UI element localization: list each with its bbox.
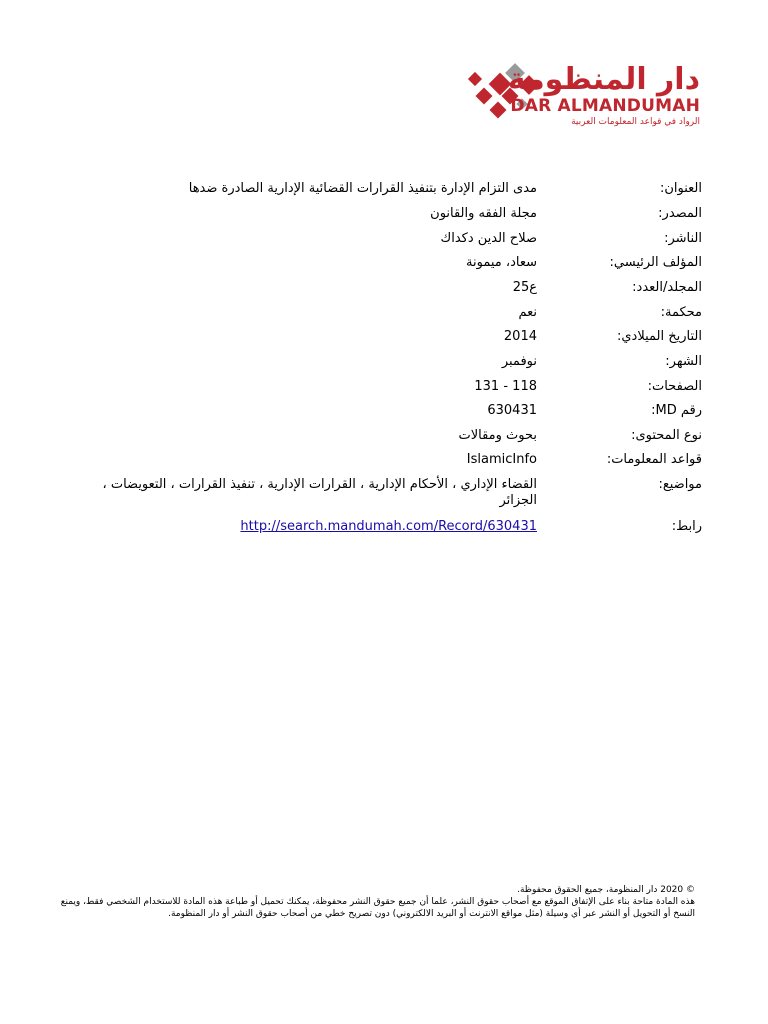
record-label: الصفحات:	[647, 379, 702, 394]
copyright-footer	[52, 884, 695, 920]
record-label: الشهر:	[665, 354, 702, 369]
record-label: رابط:	[671, 519, 702, 534]
record-link[interactable]: http://search.mandumah.com/Record/630431	[240, 519, 537, 534]
record-label: الناشر:	[664, 231, 702, 246]
record-label: قواعد المعلومات:	[606, 452, 702, 467]
record-value: 2014	[503, 329, 537, 344]
record-value: ع25	[512, 280, 537, 295]
record-value: سعاد، ميمونة	[466, 255, 537, 270]
copyright-line: © 2020 دار المنظومة، جميع الحقوق محفوظة.	[517, 885, 695, 895]
record-label: مواضيع:	[658, 477, 702, 492]
record-label: المصدر:	[658, 206, 702, 221]
record-label: نوع المحتوى:	[631, 428, 702, 443]
record-value: نعم	[518, 305, 537, 320]
record-value: IslamicInfo	[466, 452, 537, 467]
brand-english-name: DAR ALMANDUMAH	[510, 96, 700, 116]
record-label: العنوان:	[659, 181, 702, 196]
record-label: المؤلف الرئيسي:	[609, 255, 702, 270]
record-value	[77, 519, 537, 535]
publisher-logo	[462, 62, 704, 134]
brand-tagline: الرواد في قواعد المعلومات العربية	[571, 117, 700, 127]
record-value: نوفمبر	[501, 354, 537, 369]
brand-arabic-name: دار المنظومة	[507, 62, 700, 97]
record-label: رقم MD:	[651, 403, 702, 418]
record-value: صلاح الدين دكداك	[440, 231, 537, 246]
record-value: 630431	[487, 403, 537, 418]
usage-notice: هذه المادة متاحة بناء على الإتفاق الموقع مع أصحاب حقوق النشر، علما أن جميع حقوق النشر محفوظة، يمكنك تحميل أو طباعة هذه المادة للاستخدام الشخصي فقط، ويمنع النسخ أو التحويل أو النشر عبر أي وسيلة (مثل مواقع الانترنت أو البريد الالكتروني) دون تصريح خطي من أصحاب حقوق النشر أو دار المنظومة.	[60, 897, 695, 919]
record-value: 118 - 131	[474, 379, 537, 394]
record-value: مدى التزام الإدارة بتنفيذ القرارات القضائية الإدارية الصادرة ضدها	[188, 181, 537, 196]
record-label: التاريخ الميلادي:	[617, 329, 702, 344]
record-label: المجلد/العدد:	[632, 280, 702, 295]
record-value: القضاء الإداري ، الأحكام الإدارية ، القرارات الإدارية ، تنفيذ القرارات ، التعويضات ، الجزائر	[102, 477, 537, 508]
record-value: مجلة الفقه والقانون	[430, 206, 537, 221]
record-value: بحوث ومقالات	[458, 428, 537, 443]
record-label: محكمة:	[660, 305, 702, 320]
